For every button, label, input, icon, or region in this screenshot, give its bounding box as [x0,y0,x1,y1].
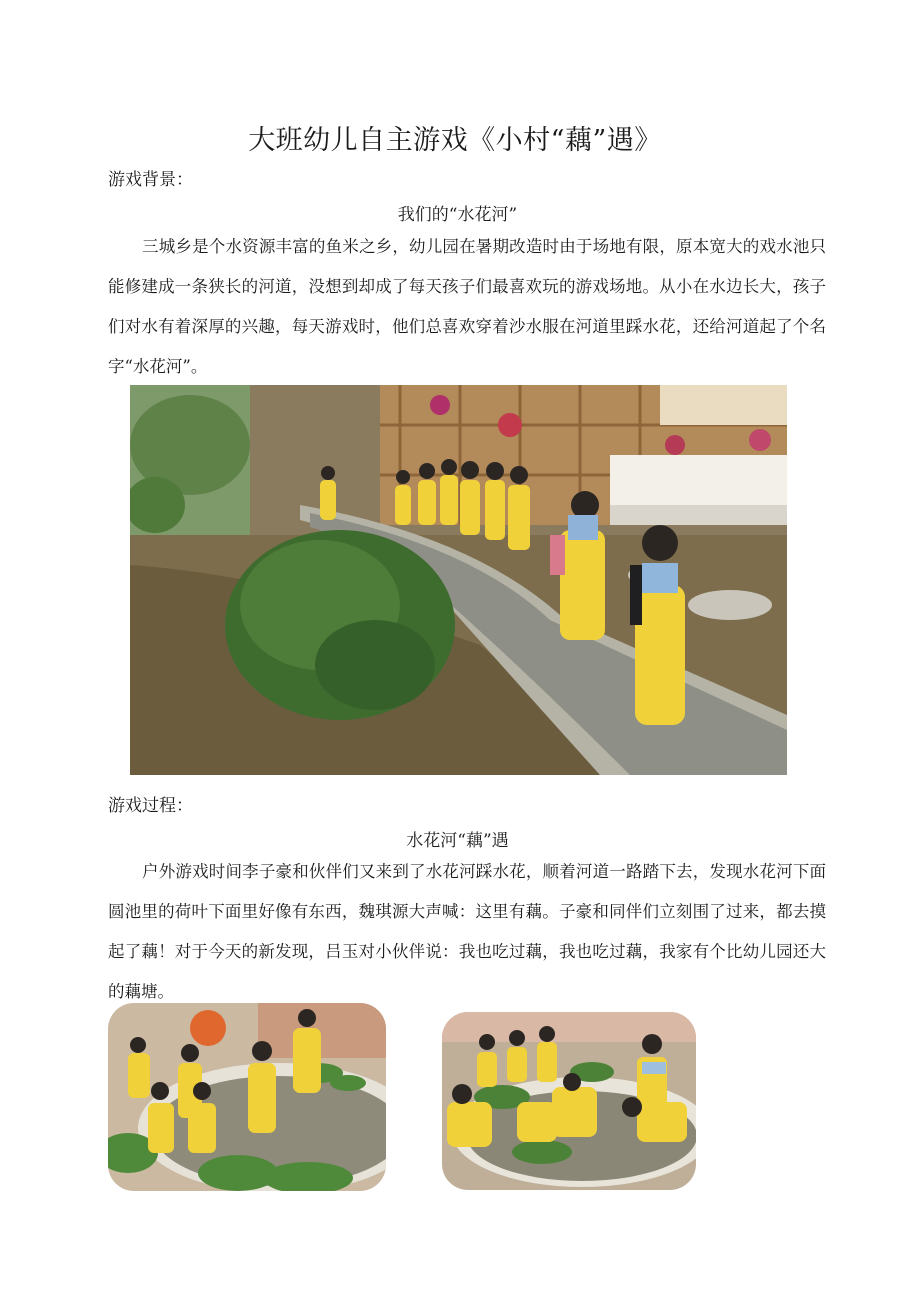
section-paragraph-process: 户外游戏时间李子豪和伙伴们又来到了水花河踩水花，顺着河道一路踏下去，发现水花河下面圆池里的荷叶下面里好像有东西，魏琪源大声喊：这里有藕。子豪和同伴们立刻围了过来，都去摸起了藕！对于今天的新发现，吕玉对小伙伴说：我也吃过藕，我也吃过藕，我家有个比幼儿园还大的藕塘。 [108,862,826,1001]
section-label-process: 游戏过程： [108,796,193,816]
pond-photo-right-image [442,1012,696,1190]
pond-photo-left-image [108,1003,386,1191]
main-photo-image [130,385,787,775]
document-title: 大班幼儿自主游戏《小村“藕”遇》 [248,125,662,156]
section-paragraph-background: 三城乡是个水资源丰富的鱼米之乡，幼儿园在暑期改造时由于场地有限，原本宽大的戏水池只能修建成一条狭长的河道，没想到却成了每天孩子们最喜欢玩的游戏场地。从小在水边长大，孩子们对水有着深厚的兴趣，每天游戏时，他们总喜欢穿着沙水服在河道里踩水花，还给河道起了个名字“水花河”。 [108,237,826,376]
main-photo [130,385,787,775]
section-subtitle-process: 水花河“藕”遇 [406,831,509,851]
pond-photo-left [108,1003,386,1191]
section-subtitle-background: 我们的“水花河” [397,205,518,225]
pond-photo-right [442,1012,696,1190]
section-label-background: 游戏背景： [108,170,193,190]
